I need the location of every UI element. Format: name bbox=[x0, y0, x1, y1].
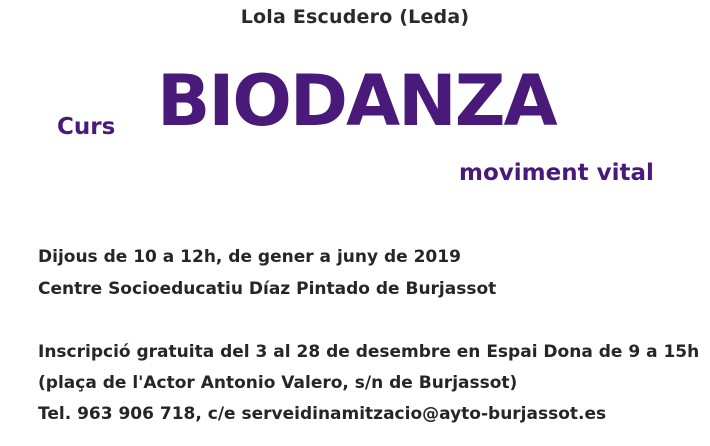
course-subtitle: moviment vital bbox=[459, 160, 654, 186]
schedule-dates: Dijous de 10 a 12h, de gener a juny de 2019 bbox=[38, 247, 461, 267]
schedule-venue: Centre Socioeducatiu Díaz Pintado de Burjassot bbox=[38, 279, 497, 299]
registration-contact: Tel. 963 906 718, c/e serveidinamitzacio@ayto-burjassot.es bbox=[38, 404, 607, 424]
course-prefix: Curs bbox=[57, 114, 116, 140]
author-name: Lola Escudero (Leda) bbox=[240, 6, 470, 28]
registration-address: (plaça de l'Actor Antonio Valero, s/n de Burjassot) bbox=[38, 373, 518, 393]
course-title: BIODANZA bbox=[157, 60, 556, 142]
registration-info: Inscripció gratuita del 3 al 28 de desembre en Espai Dona de 9 a 15h bbox=[38, 342, 700, 362]
